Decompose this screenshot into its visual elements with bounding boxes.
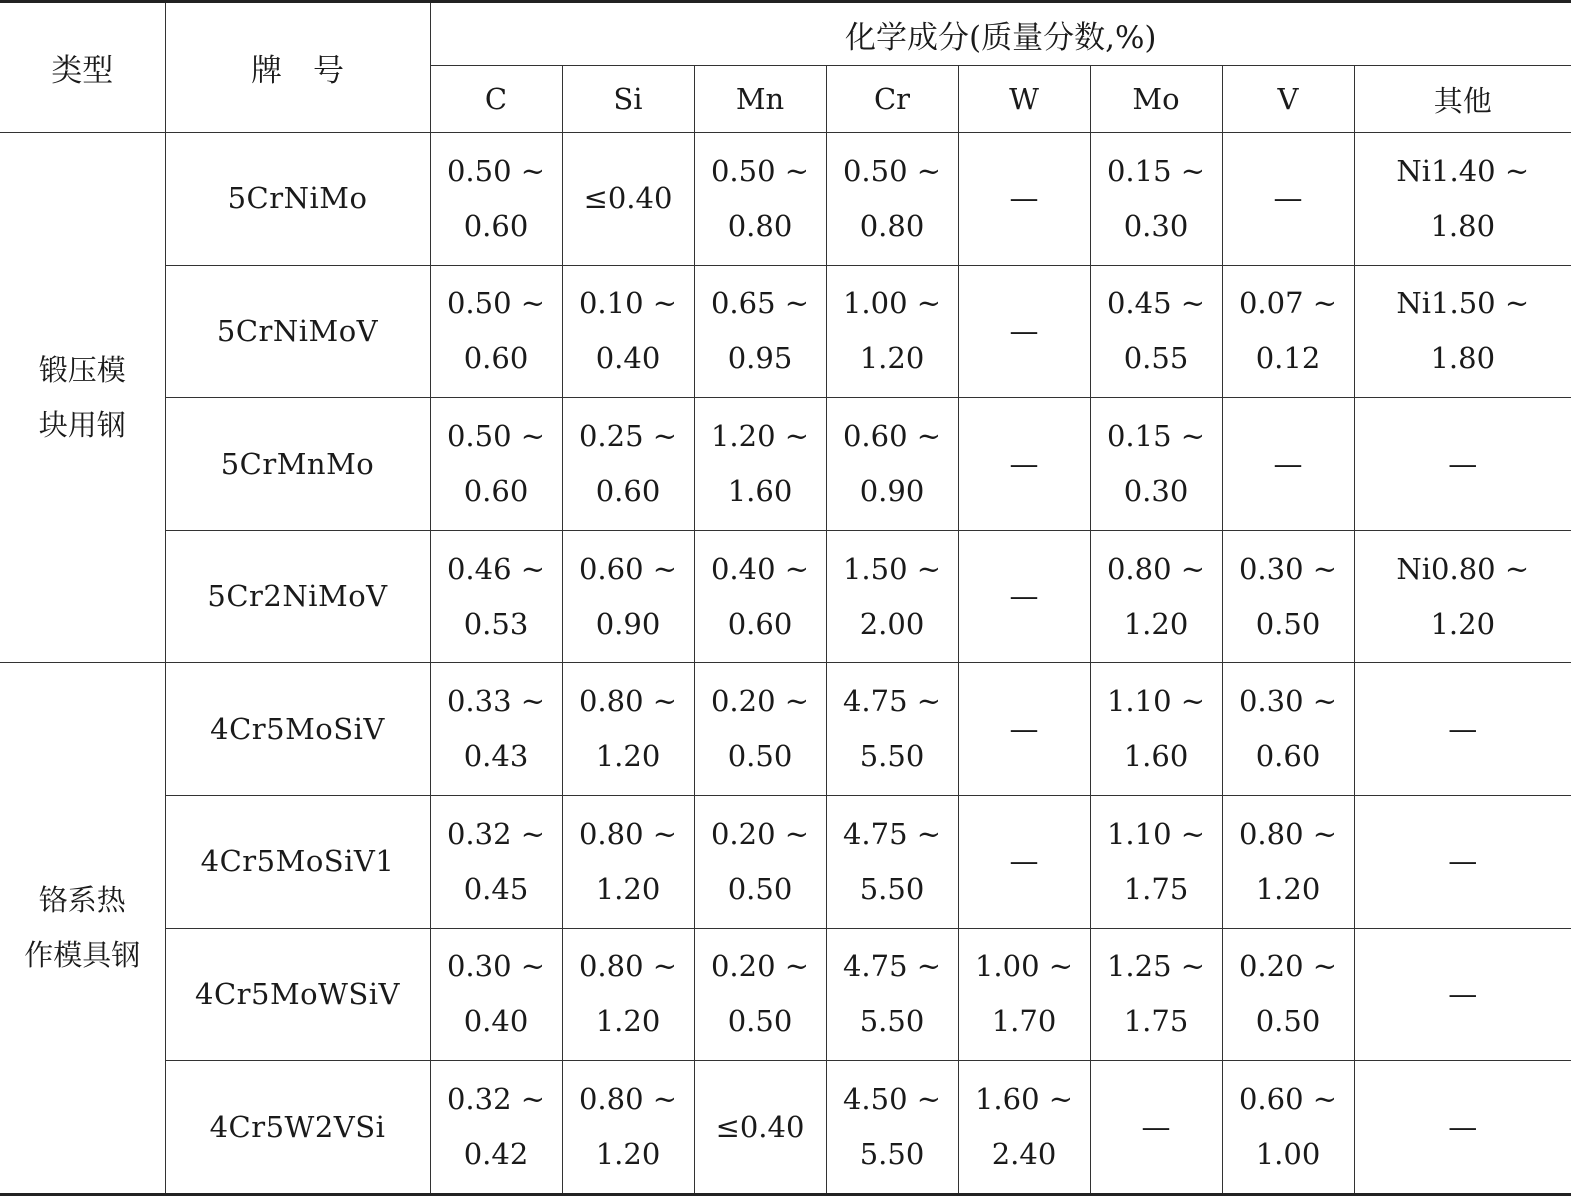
value-line: 0.32 ~ xyxy=(446,816,546,851)
value-cell-other xyxy=(1354,530,1571,663)
value-line: 1.20 xyxy=(1123,606,1189,641)
grade-cell: 5CrNiMo xyxy=(165,133,430,266)
value-line: — xyxy=(1273,446,1303,481)
value-line: 1.20 xyxy=(595,1004,661,1039)
value-cell-si xyxy=(562,530,694,663)
value-cell-mo xyxy=(1090,133,1222,266)
value-line: 0.80 xyxy=(859,208,925,243)
element-header-mn: Mn xyxy=(694,66,826,133)
value-cell-w xyxy=(958,530,1090,663)
value-line: 1.60 ~ xyxy=(974,1082,1074,1117)
value-line: 1.80 xyxy=(1430,208,1496,243)
value-cell-v xyxy=(1222,663,1354,796)
value-line: — xyxy=(1448,976,1478,1011)
table-row xyxy=(0,928,1571,1061)
value-cell-w xyxy=(958,398,1090,531)
value-line: Ni1.40 ~ xyxy=(1396,153,1530,188)
value-line: 0.80 ~ xyxy=(578,816,678,851)
value-line: 0.50 xyxy=(1255,1004,1321,1039)
value-line: 2.00 xyxy=(859,606,925,641)
value-line: 1.60 xyxy=(727,474,793,509)
value-line: 0.50 xyxy=(1255,606,1321,641)
value-cell-v xyxy=(1222,530,1354,663)
value-line: 0.55 xyxy=(1123,341,1189,376)
header-row-1 xyxy=(0,2,1571,66)
value-cell-w xyxy=(958,133,1090,266)
value-cell-si xyxy=(562,1061,694,1195)
value-cell-v xyxy=(1222,398,1354,531)
value-line: 0.33 ~ xyxy=(446,684,546,719)
value-cell-si xyxy=(562,265,694,398)
value-line: — xyxy=(1141,1109,1171,1144)
value-line: 1.00 xyxy=(1255,1137,1321,1172)
category-cell xyxy=(0,663,165,1195)
value-line: 0.20 ~ xyxy=(710,949,810,984)
value-line: 0.80 xyxy=(727,208,793,243)
value-line: 1.60 xyxy=(1123,739,1189,774)
value-cell-mn xyxy=(694,265,826,398)
table-row xyxy=(0,663,1571,796)
value-cell-si xyxy=(562,928,694,1061)
value-cell-mn xyxy=(694,796,826,929)
value-line: 1.25 ~ xyxy=(1106,949,1206,984)
value-line: — xyxy=(1273,181,1303,216)
value-line: 0.30 ~ xyxy=(1238,684,1338,719)
value-line: — xyxy=(1448,711,1478,746)
value-cell-w xyxy=(958,265,1090,398)
category-cell xyxy=(0,133,165,663)
value-line: 0.20 ~ xyxy=(1238,949,1338,984)
value-cell-c xyxy=(430,398,562,531)
value-line: 0.32 ~ xyxy=(446,1082,546,1117)
value-cell-mo xyxy=(1090,796,1222,929)
value-cell-w xyxy=(958,1061,1090,1195)
grade-cell: 4Cr5W2VSi xyxy=(165,1061,430,1195)
value-cell-mo xyxy=(1090,530,1222,663)
value-line: 0.07 ~ xyxy=(1238,286,1338,321)
value-line: 1.75 xyxy=(1123,871,1189,906)
value-cell-cr xyxy=(826,398,958,531)
value-cell-si xyxy=(562,796,694,929)
value-line: 0.20 ~ xyxy=(710,684,810,719)
element-header-cr: Cr xyxy=(826,66,958,133)
value-line: 0.50 xyxy=(727,739,793,774)
value-cell-mn xyxy=(694,530,826,663)
value-line: 1.10 ~ xyxy=(1106,684,1206,719)
value-cell-other xyxy=(1354,133,1571,266)
category-label-line: 块用钢 xyxy=(38,407,126,442)
table-body xyxy=(0,133,1571,1195)
value-line: 0.80 ~ xyxy=(578,949,678,984)
value-line: 2.40 xyxy=(991,1137,1057,1172)
table-row xyxy=(0,265,1571,398)
value-line: 0.30 ~ xyxy=(446,949,546,984)
value-cell-c xyxy=(430,663,562,796)
table-row xyxy=(0,1061,1571,1195)
value-line: — xyxy=(1009,711,1039,746)
value-line: 0.40 xyxy=(595,341,661,376)
value-line: 0.65 ~ xyxy=(710,286,810,321)
value-line: 0.50 ~ xyxy=(710,153,810,188)
value-line: 1.20 ~ xyxy=(710,419,810,454)
value-line: — xyxy=(1009,579,1039,614)
value-line: 0.50 xyxy=(727,1004,793,1039)
value-cell-w xyxy=(958,796,1090,929)
value-line: 1.00 ~ xyxy=(842,286,942,321)
value-line: 0.15 ~ xyxy=(1106,419,1206,454)
category-label-line: 作模具钢 xyxy=(24,938,141,973)
element-header-w: W xyxy=(958,66,1090,133)
value-line: 0.20 ~ xyxy=(710,816,810,851)
value-line: 4.75 ~ xyxy=(842,816,942,851)
value-line: — xyxy=(1448,1109,1478,1144)
value-cell-v xyxy=(1222,133,1354,266)
value-line: 0.53 xyxy=(463,606,529,641)
value-line: 0.60 ~ xyxy=(1238,1082,1338,1117)
value-cell-other xyxy=(1354,663,1571,796)
value-cell-v xyxy=(1222,265,1354,398)
value-cell-mo xyxy=(1090,663,1222,796)
value-line: 0.30 xyxy=(1123,208,1189,243)
value-cell-mn xyxy=(694,663,826,796)
value-line: — xyxy=(1448,446,1478,481)
value-line: 1.50 ~ xyxy=(842,551,942,586)
value-line: 0.40 xyxy=(463,1004,529,1039)
value-line: 0.60 ~ xyxy=(578,551,678,586)
value-line: 0.30 ~ xyxy=(1238,551,1338,586)
value-line: 0.30 xyxy=(1123,474,1189,509)
value-line: 5.50 xyxy=(859,871,925,906)
element-header-other: 其他 xyxy=(1354,66,1571,133)
value-line: 1.20 xyxy=(1430,606,1496,641)
value-cell-mo xyxy=(1090,928,1222,1061)
value-line: — xyxy=(1009,446,1039,481)
value-line: 1.20 xyxy=(859,341,925,376)
type-header: 类型 xyxy=(0,2,165,133)
table-row xyxy=(0,796,1571,929)
value-cell-mo xyxy=(1090,398,1222,531)
value-line: 0.95 xyxy=(727,341,793,376)
value-cell-other xyxy=(1354,928,1571,1061)
value-cell-mo xyxy=(1090,1061,1222,1195)
value-cell-cr xyxy=(826,796,958,929)
value-line: 0.90 xyxy=(595,606,661,641)
value-line: 0.50 ~ xyxy=(446,419,546,454)
composition-header: 化学成分(质量分数,%) xyxy=(430,2,1571,66)
element-header-c: C xyxy=(430,66,562,133)
element-header-v: V xyxy=(1222,66,1354,133)
value-cell-cr xyxy=(826,265,958,398)
value-line: 4.75 ~ xyxy=(842,949,942,984)
value-line: — xyxy=(1009,313,1039,348)
value-line: Ni1.50 ~ xyxy=(1396,286,1530,321)
value-line: 1.80 xyxy=(1430,341,1496,376)
value-cell-c xyxy=(430,796,562,929)
value-line: 0.40 ~ xyxy=(710,551,810,586)
value-cell-v xyxy=(1222,928,1354,1061)
value-line: 0.60 xyxy=(463,341,529,376)
value-line: 4.50 ~ xyxy=(842,1082,942,1117)
value-cell-cr xyxy=(826,133,958,266)
category-label-line: 锻压模 xyxy=(38,352,126,387)
value-line: 0.90 xyxy=(859,474,925,509)
value-line: 0.80 ~ xyxy=(1238,816,1338,851)
value-line: Ni0.80 ~ xyxy=(1396,551,1530,586)
value-line: 0.12 xyxy=(1255,341,1321,376)
value-cell-c xyxy=(430,265,562,398)
value-cell-w xyxy=(958,928,1090,1061)
value-line: 1.20 xyxy=(595,739,661,774)
value-line: 0.80 ~ xyxy=(1106,551,1206,586)
value-cell-cr xyxy=(826,530,958,663)
value-line: 0.80 ~ xyxy=(578,684,678,719)
value-line: 4.75 ~ xyxy=(842,684,942,719)
element-header-si: Si xyxy=(562,66,694,133)
value-line: — xyxy=(1009,181,1039,216)
value-line: ≤0.40 xyxy=(583,181,673,216)
value-cell-c xyxy=(430,530,562,663)
value-line: 0.60 xyxy=(727,606,793,641)
value-cell-other xyxy=(1354,796,1571,929)
value-line: 0.50 ~ xyxy=(446,286,546,321)
value-line: 0.43 xyxy=(463,739,529,774)
value-line: 1.20 xyxy=(595,1137,661,1172)
value-line: 0.60 xyxy=(595,474,661,509)
value-line: 5.50 xyxy=(859,1004,925,1039)
value-line: 0.10 ~ xyxy=(578,286,678,321)
value-cell-si xyxy=(562,398,694,531)
value-cell-mn xyxy=(694,133,826,266)
value-cell-other xyxy=(1354,1061,1571,1195)
table-row xyxy=(0,530,1571,663)
value-line: 0.60 ~ xyxy=(842,419,942,454)
value-line: 1.20 xyxy=(1255,871,1321,906)
value-cell-mn xyxy=(694,398,826,531)
value-line: 0.50 xyxy=(727,871,793,906)
value-line: 1.10 ~ xyxy=(1106,816,1206,851)
value-cell-mo xyxy=(1090,265,1222,398)
value-line: 0.45 xyxy=(463,871,529,906)
value-cell-cr xyxy=(826,928,958,1061)
value-line: 0.50 ~ xyxy=(842,153,942,188)
value-line: 1.70 xyxy=(991,1004,1057,1039)
grade-header: 牌 号 xyxy=(165,2,430,133)
grade-cell: 5CrMnMo xyxy=(165,398,430,531)
value-line: 0.15 ~ xyxy=(1106,153,1206,188)
value-line: 1.75 xyxy=(1123,1004,1189,1039)
value-cell-mn xyxy=(694,1061,826,1195)
value-cell-cr xyxy=(826,1061,958,1195)
value-cell-si xyxy=(562,133,694,266)
value-cell-other xyxy=(1354,265,1571,398)
value-line: 0.46 ~ xyxy=(446,551,546,586)
value-cell-v xyxy=(1222,1061,1354,1195)
value-line: 0.60 xyxy=(1255,739,1321,774)
value-cell-mn xyxy=(694,928,826,1061)
value-line: — xyxy=(1009,844,1039,879)
grade-cell: 4Cr5MoWSiV xyxy=(165,928,430,1061)
grade-cell: 4Cr5MoSiV1 xyxy=(165,796,430,929)
value-line: 0.80 ~ xyxy=(578,1082,678,1117)
value-cell-w xyxy=(958,663,1090,796)
value-line: — xyxy=(1448,844,1478,879)
value-line: 0.60 xyxy=(463,208,529,243)
table-row xyxy=(0,398,1571,531)
value-line: 5.50 xyxy=(859,739,925,774)
value-line: 5.50 xyxy=(859,1137,925,1172)
category-label-line: 铬系热 xyxy=(38,883,126,918)
grade-cell: 5CrNiMoV xyxy=(165,265,430,398)
value-line: 1.00 ~ xyxy=(974,949,1074,984)
table-row xyxy=(0,133,1571,266)
value-cell-c xyxy=(430,928,562,1061)
value-line: 1.20 xyxy=(595,871,661,906)
value-line: 0.25 ~ xyxy=(578,419,678,454)
value-cell-si xyxy=(562,663,694,796)
value-cell-c xyxy=(430,133,562,266)
grade-cell: 4Cr5MoSiV xyxy=(165,663,430,796)
value-line: ≤0.40 xyxy=(715,1109,805,1144)
value-line: 0.42 xyxy=(463,1137,529,1172)
value-line: 0.60 xyxy=(463,474,529,509)
grade-cell: 5Cr2NiMoV xyxy=(165,530,430,663)
value-line: 0.45 ~ xyxy=(1106,286,1206,321)
value-cell-other xyxy=(1354,398,1571,531)
value-cell-cr xyxy=(826,663,958,796)
value-cell-c xyxy=(430,1061,562,1195)
value-cell-v xyxy=(1222,796,1354,929)
element-header-mo: Mo xyxy=(1090,66,1222,133)
value-line: 0.50 ~ xyxy=(446,153,546,188)
